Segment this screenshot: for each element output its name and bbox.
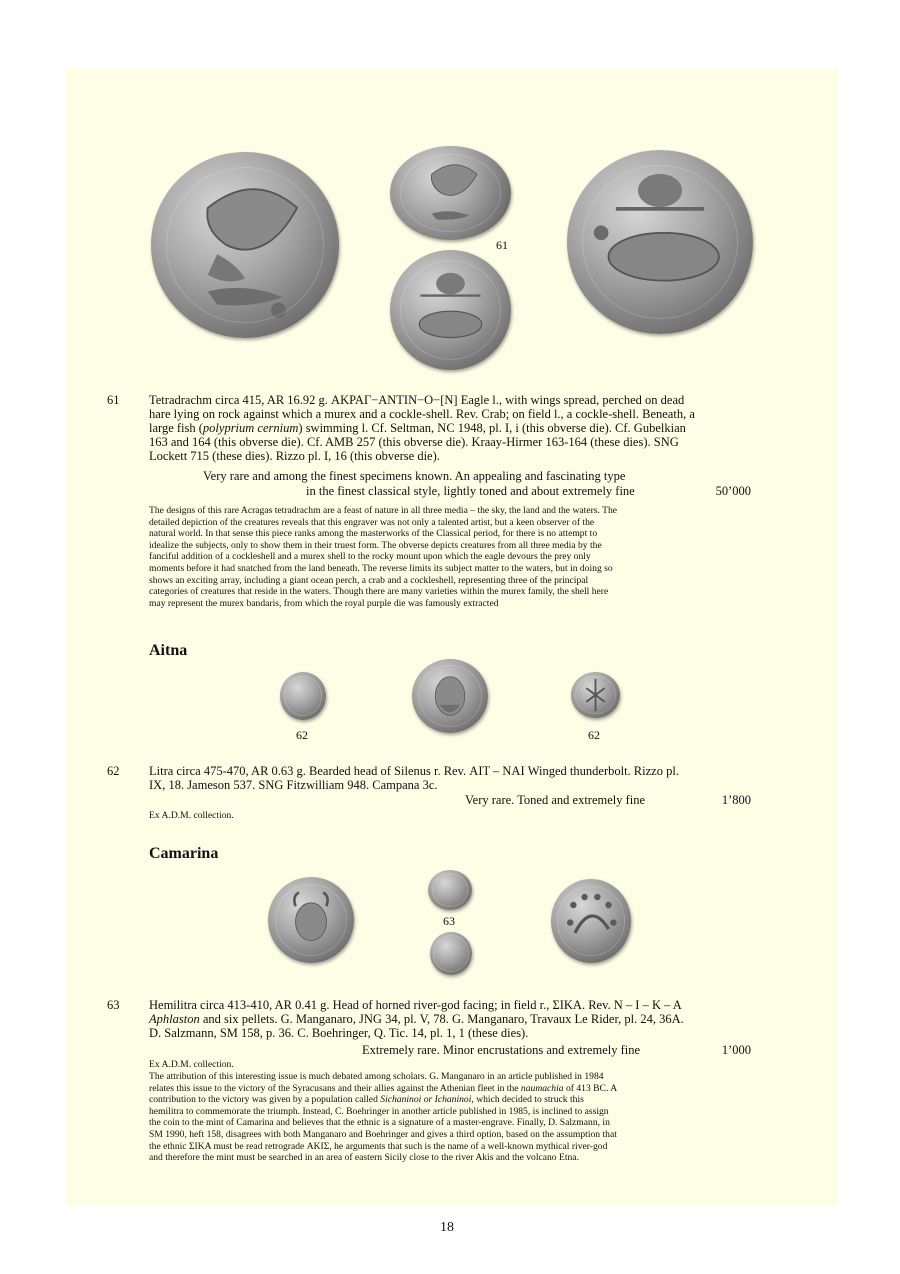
coin-63-reverse-enlarged: [551, 879, 631, 963]
image-label-62-right: 62: [588, 728, 600, 742]
thunderbolt-icon: [571, 672, 620, 718]
coin-63-obverse-enlarged: [268, 877, 354, 963]
coin-63-reverse: [430, 932, 472, 975]
note-line: the ethnic ΣΙΚΑ must be read retrograde ΑΚΙΣ, he arguments that such is the name of a well-known mythical river-god: [149, 1140, 608, 1152]
lot-number-62: 62: [107, 764, 120, 778]
coin-62-reverse: [571, 672, 620, 718]
description-line: Lockett 715 (these dies). Rizzo pl. I, 16 (this obverse die).: [149, 449, 440, 463]
lot-61-note: [149, 505, 751, 609]
eagle-icon: [390, 146, 511, 240]
lot-62-grade-line: Very rare. Toned and extremely fine: [465, 793, 646, 807]
coin-61-obverse-large: [151, 152, 339, 338]
note-line: relates this issue to the victory of the Syracusans and their allies against the Athenian fleet in the naumachia of 413 BC. A: [149, 1082, 618, 1094]
note-line: detailed depiction of the creatures reveals that this engraver was not only a talented artist, but a keen observer of the: [149, 516, 595, 528]
coin-61-reverse-large: [567, 150, 753, 334]
note-line: shows an exciting array, including a giant ocean perch, a crab and a cockleshell, representing three of the principal: [149, 574, 589, 586]
note-line: hemilitra to commemorate the triumph. Instead, C. Boehringer in another article published in 1985, is inclined to assign: [149, 1105, 609, 1117]
note-line: The attribution of this interesting issue is much debated among scholars. G. Manganaro in an article published in 1984: [149, 1071, 604, 1082]
lot-61-price: 50’000: [715, 484, 751, 498]
note-line: moments before it had snatched from the land beneath. The reverse limits its subject matter to the waters, but in doing so: [149, 562, 613, 574]
crab-and-fish-icon: [390, 250, 511, 370]
note-line: natural world. In that sense this piece ranks among the masterworks of the Classical period, for there is no attempt to: [149, 528, 598, 540]
coin-62-obverse-enlarged: [412, 659, 488, 733]
coin-63-obverse: [428, 870, 472, 910]
description-line: D. Salzmann, SM 158, p. 36. C. Boehringer, Q. Tic. 14, pl. 1, 1 (these dies).: [149, 1026, 529, 1040]
note-line: contribution to the victory was given by a population called Sichaninoi or Ichaninoi, which decided to struck this: [149, 1094, 584, 1106]
description-line: large fish (polyprium cernium) swimming l. Cf. Seltman, NC 1948, pl. I, i (this obverse die). Cf. Gubelkian: [149, 421, 686, 435]
lot-61-grade-line-1: Very rare and among the finest specimens known. An appealing and fascinating type: [203, 469, 626, 483]
description-line: Aphlaston and six pellets. G. Manganaro, JNG 34, pl. V, 78. G. Manganaro, Travaux Le Rider, pl. 24, 36A.: [149, 1012, 684, 1026]
description-line: hare lying on rock against which a murex and a cockle-shell. Rev. Crab; on field l., a cockle-shell. Beneath, a: [149, 407, 695, 421]
image-label-63: 63: [443, 914, 455, 928]
note-line: idealize the subjects, only to show them in their truest form. The obverse depicts creatures from all three media by the: [149, 539, 602, 551]
description-line: 163 and 164 (this obverse die). Cf. AMB 257 (this obverse die). Kraay-Hirmer 163-164 (these dies). SNG: [149, 435, 679, 449]
lot-number-63: 63: [107, 998, 120, 1012]
description-line: Litra circa 475-470, AR 0.63 g. Bearded head of Silenus r. Rev. ΑΙΤ – ΝΑΙ Winged thunderbolt. Rizzo pl.: [149, 764, 679, 778]
section-heading-aitna: Aitna: [149, 642, 188, 659]
lot-number-61: 61: [107, 393, 120, 407]
lot-62-price: 1’800: [721, 793, 751, 807]
note-line: and therefore the mint must be searched in an area of eastern Sicily close to the river Akis and the volcano Etna.: [149, 1152, 579, 1164]
lot-62-description: [149, 764, 751, 792]
description-line: Tetradrachm circa 415, AR 16.92 g. ΑΚΡΑΓ−ΑΝΤΙΝ−Ο−[Ν] Eagle l., with wings spread, perched on dead: [149, 393, 685, 407]
river-god-head-icon: [268, 877, 354, 963]
note-line: may represent the murex bandaris, from which the royal purple die was famously extracted: [149, 597, 499, 609]
aphlaston-and-pellets-icon: [551, 879, 631, 963]
note-line: The designs of this rare Acragas tetradrachm are a feast of nature in all three media – the sky, the land and the waters. The: [149, 505, 618, 516]
lot-63-price: 1’000: [721, 1043, 751, 1057]
silenus-head-icon: [412, 659, 488, 733]
description-line: Hemilitra circa 413-410, AR 0.41 g. Head of horned river-god facing; in field r., ΣΙΚΑ. Rev. Ν – Ι – Κ – Α: [149, 998, 682, 1012]
note-line: the coin to the mint of Camarina and believes that the ethnic is a signature of a master-engrave. Finally, D. Salzmann, in: [149, 1117, 610, 1129]
lot-61-description: [149, 393, 751, 463]
crab-and-fish-large-icon: [567, 150, 753, 334]
section-heading-camarina: Camarina: [149, 845, 219, 862]
eagle-on-hare-icon: [151, 152, 339, 338]
lot-63-provenance: Ex A.D.M. collection.: [149, 1059, 234, 1070]
image-label-62-left: 62: [296, 728, 308, 742]
lot-63-note: [149, 1071, 751, 1164]
description-line: IX, 18. Jameson 537. SNG Fitzwilliam 948. Campana 3c.: [149, 778, 438, 792]
coin-62-obverse: [280, 672, 326, 720]
coin-61-reverse-small: [390, 250, 511, 370]
lot-63-description: [149, 998, 751, 1040]
image-label-61: 61: [496, 238, 508, 252]
lot-62-provenance: Ex A.D.M. collection.: [149, 810, 234, 821]
note-line: categories of creatures that reside in the waters. Though there are many varieties within the murex family, the shell here: [149, 586, 609, 598]
coin-61-obverse-small: [390, 146, 511, 240]
lot-61-grade-line-2: in the finest classical style, lightly toned and about extremely fine: [306, 484, 635, 498]
note-line: SM 1990, heft 158, disagrees with both Manganaro and Boehringer and gives a third option, based on the assumption that: [149, 1128, 617, 1140]
page-number: 18: [440, 1220, 454, 1235]
note-line: fanciful addition of a cockleshell and a murex shell to the rocky mount upon which the eagle devours the prey only: [149, 551, 591, 563]
lot-63-grade-line: Extremely rare. Minor encrustations and extremely fine: [362, 1043, 641, 1057]
